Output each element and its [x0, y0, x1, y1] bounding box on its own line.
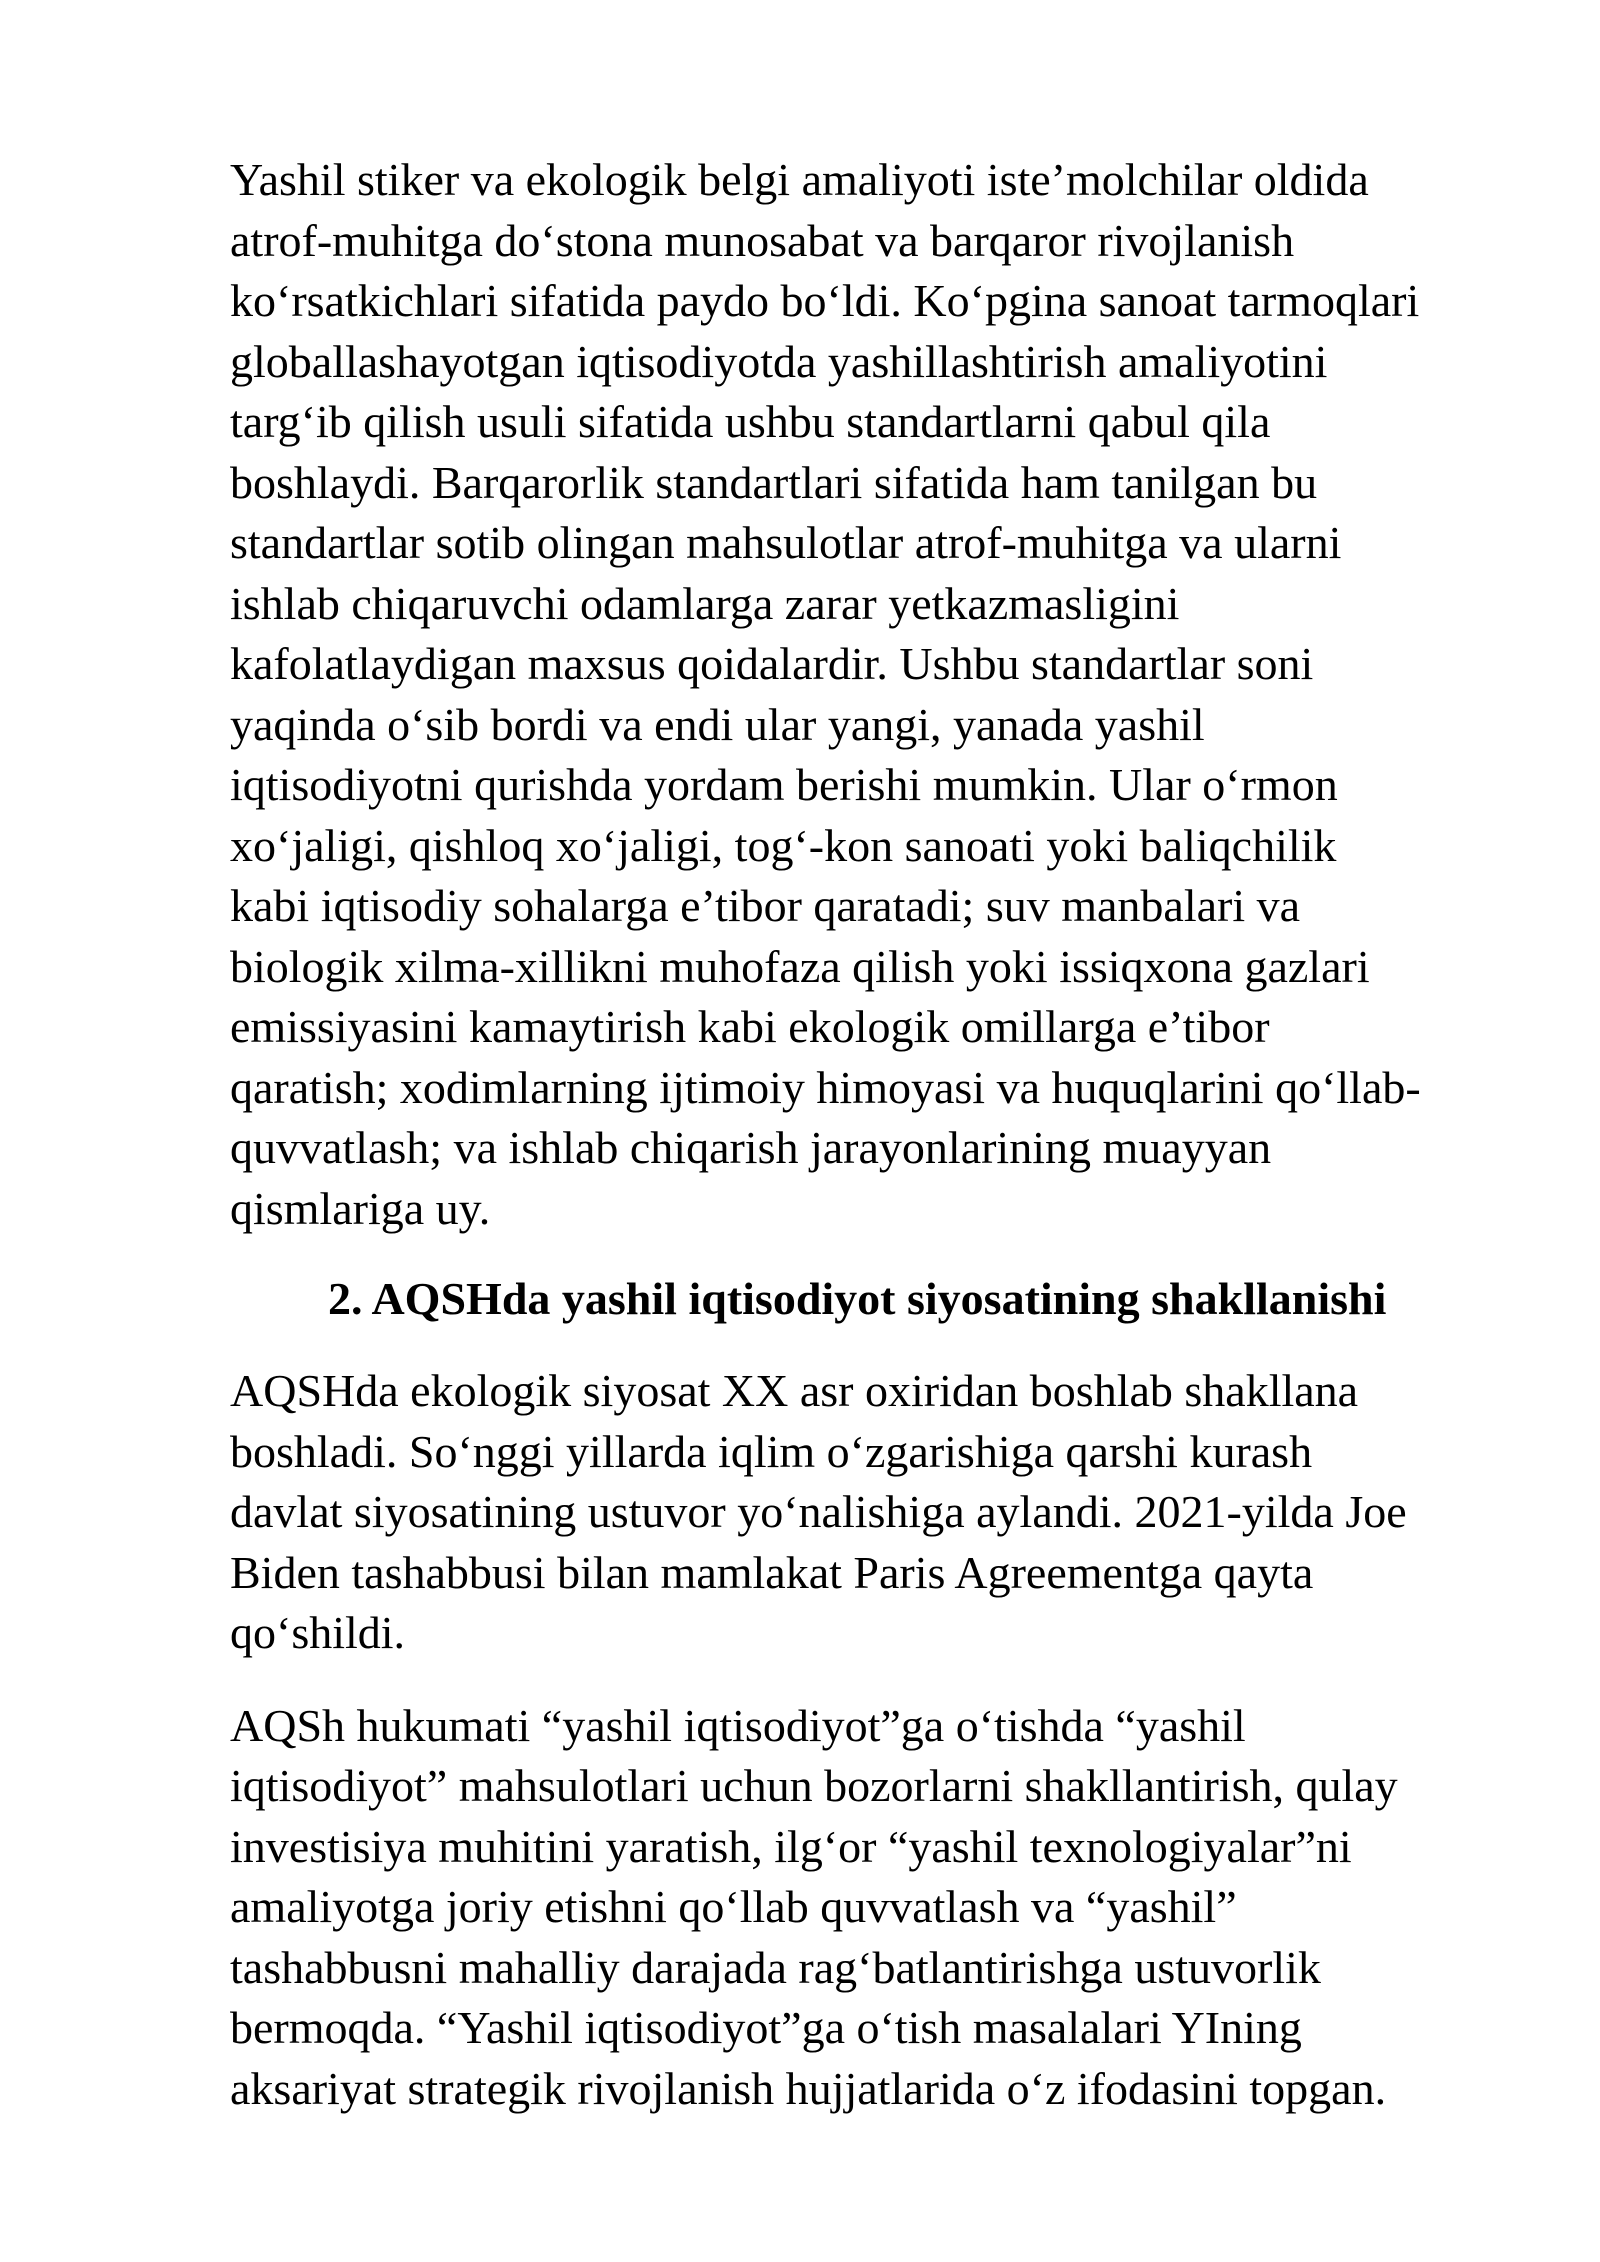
text-line: davlat siyosatining ustuvor yo‘nalishiga aylandi. 2021-yilda Joe — [230, 1486, 1407, 1537]
text-line: targ‘ib qilish usuli sifatida ushbu standartlarni qabul qila — [230, 396, 1271, 447]
text-line: ko‘rsatkichlari sifatida paydo bo‘ldi. Ko‘pgina sanoat tarmoqlari — [230, 275, 1420, 326]
text-line: Yashil stiker va ekologik belgi amaliyoti iste’molchilar oldida — [230, 154, 1369, 205]
text-line: standartlar sotib olingan mahsulotlar atrof-muhitga va ularni — [230, 517, 1342, 568]
paragraph-us-government — [230, 1696, 1490, 2120]
text-line: iqtisodiyot” mahsulotlari uchun bozorlarni shakllantirish, qulay — [230, 1760, 1398, 1811]
text-line: iqtisodiyotni qurishda yordam berishi mumkin. Ular o‘rmon — [230, 759, 1338, 810]
text-line: atrof-muhitga do‘stona munosabat va barqaror rivojlanish — [230, 214, 1295, 266]
document-page — [230, 150, 1490, 2119]
text-line: qismlariga uy. — [230, 1182, 491, 1234]
paragraph-eco-labels — [230, 150, 1490, 1239]
text-line: Biden tashabbusi bilan mamlakat Paris Agreementga qayta — [230, 1546, 1314, 1598]
text-line: quvvatlash; va ishlab chiqarish jarayonlarining muayyan — [230, 1122, 1272, 1173]
paragraph-us-policy — [230, 1361, 1490, 1664]
text-line: yaqinda o‘sib bordi va endi ular yangi, yanada yashil — [230, 698, 1205, 750]
text-line: kafolatlaydigan maxsus qoidalardir. Ushbu standartlar soni — [230, 638, 1314, 689]
text-line: qaratish; xodimlarning ijtimoiy himoyasi va huquqlarini qo‘llab- — [230, 1061, 1421, 1113]
text-line: boshladi. So‘nggi yillarda iqlim o‘zgarishiga qarshi kurash — [230, 1425, 1313, 1477]
text-line: boshlaydi. Barqarorlik standartlari sifatida ham tanilgan bu — [230, 456, 1318, 508]
text-line: tashabbusni mahalliy darajada rag‘batlantirishga ustuvorlik — [230, 1941, 1321, 1993]
text-line: AQSHda ekologik siyosat XX asr oxiridan boshlab shakllana — [230, 1365, 1359, 1416]
text-line: AQSh hukumati “yashil iqtisodiyot”ga o‘tishda “yashil — [230, 1699, 1246, 1751]
section-heading: 2. AQSHda yashil iqtisodiyot siyosatining shakllanishi — [328, 1273, 1387, 1324]
text-line: kabi iqtisodiy sohalarga e’tibor qaratadi; suv manbalari va — [230, 880, 1301, 931]
text-line: investisiya muhitini yaratish, ilg‘or “yashil texnologiyalar”ni — [230, 1820, 1352, 1872]
text-line: qo‘shildi. — [230, 1607, 406, 1658]
text-line: xo‘jaligi, qishloq xo‘jaligi, tog‘-kon sanoati yoki baliqchilik — [230, 819, 1337, 871]
text-line: globallashayotgan iqtisodiyotda yashillashtirish amaliyotini — [230, 335, 1328, 387]
text-line: ishlab chiqaruvchi odamlarga zarar yetkazmasligini — [230, 577, 1180, 629]
text-line: biologik xilma-xillikni muhofaza qilish yoki issiqxona gazlari — [230, 940, 1370, 992]
text-line: amaliyotga joriy etishni qo‘llab quvvatlash va “yashil” — [230, 1881, 1237, 1932]
text-line: aksariyat strategik rivojlanish hujjatlarida o‘z ifodasini topgan. — [230, 2062, 1387, 2114]
text-line: bermoqda. “Yashil iqtisodiyot”ga o‘tish masalalari YIning — [230, 2002, 1302, 2053]
text-line: emissiyasini kamaytirish kabi ekologik omillarga e’tibor — [230, 1001, 1270, 1052]
